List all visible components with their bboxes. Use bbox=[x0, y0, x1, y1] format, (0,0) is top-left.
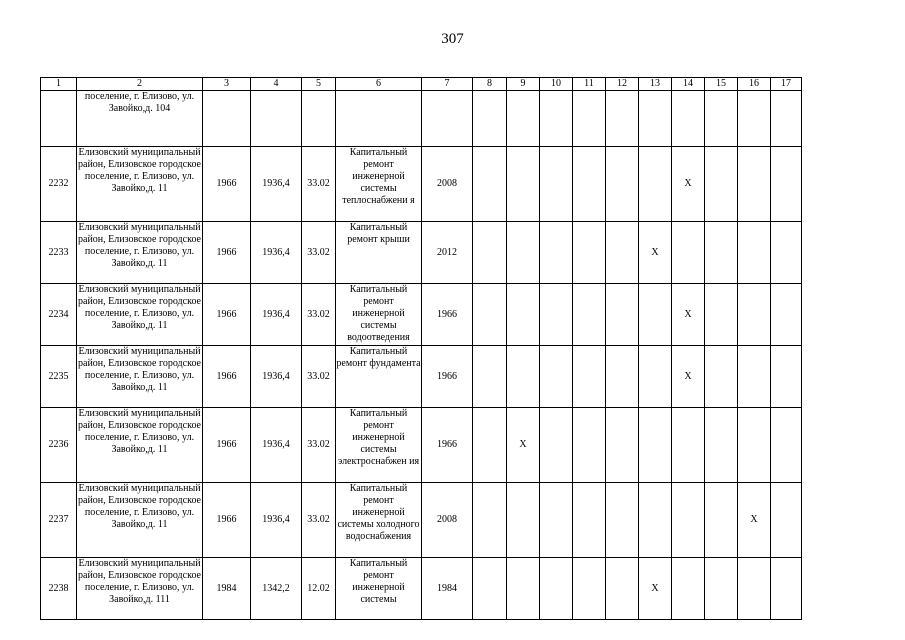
row-number bbox=[41, 91, 77, 147]
table-row bbox=[41, 346, 802, 408]
header-cell: 16 bbox=[738, 78, 771, 91]
row-number: 2236 bbox=[41, 408, 77, 483]
period-col-10-cell bbox=[540, 558, 573, 620]
period-col-11-cell bbox=[573, 558, 606, 620]
header-cell: 13 bbox=[639, 78, 672, 91]
period-col-8-cell bbox=[473, 284, 507, 346]
row-number: 2237 bbox=[41, 483, 77, 558]
period-col-14-cell bbox=[672, 91, 705, 147]
period-col-9-cell bbox=[507, 284, 540, 346]
period-col-8-cell bbox=[473, 558, 507, 620]
table-row bbox=[41, 558, 802, 620]
period-col-15-cell bbox=[705, 346, 738, 408]
period-col-12-cell bbox=[606, 147, 639, 222]
area-cell: 1936,4 bbox=[251, 408, 302, 483]
period-col-17-cell bbox=[771, 284, 802, 346]
work-type-cell: Капитальный ремонт инженерной системы холодного водоснабжения bbox=[336, 483, 422, 558]
period-col-13-cell bbox=[639, 147, 672, 222]
construction-year-cell: 1966 bbox=[203, 483, 251, 558]
period-col-15-cell bbox=[705, 91, 738, 147]
period-col-15-cell bbox=[705, 483, 738, 558]
period-col-11-cell bbox=[573, 408, 606, 483]
period-col-8-cell bbox=[473, 222, 507, 284]
period-col-10-cell bbox=[540, 483, 573, 558]
period-col-13-cell bbox=[639, 408, 672, 483]
period-col-14-cell bbox=[672, 558, 705, 620]
header-cell: 3 bbox=[203, 78, 251, 91]
period-col-17-cell bbox=[771, 558, 802, 620]
period-col-8-cell bbox=[473, 408, 507, 483]
period-col-8-cell bbox=[473, 147, 507, 222]
address-cell: Елизовский муниципальный район, Елизовское городское поселение, г. Елизово, ул. Завойко,д. 11 bbox=[77, 222, 203, 284]
address-cell: Елизовский муниципальный район, Елизовское городское поселение, г. Елизово, ул. Завойко,д. 11 bbox=[77, 483, 203, 558]
period-col-11-cell bbox=[573, 483, 606, 558]
period-col-16-cell bbox=[738, 346, 771, 408]
period-col-17-cell bbox=[771, 222, 802, 284]
period-col-13-cell bbox=[639, 483, 672, 558]
area-cell bbox=[251, 91, 302, 147]
period-col-9-cell bbox=[507, 147, 540, 222]
area-cell: 1936,4 bbox=[251, 222, 302, 284]
header-cell: 12 bbox=[606, 78, 639, 91]
repair-schedule-table bbox=[40, 77, 802, 620]
period-col-15-cell bbox=[705, 558, 738, 620]
address-cell: поселение, г. Елизово, ул. Завойко,д. 104 bbox=[77, 91, 203, 147]
period-col-16-cell bbox=[738, 91, 771, 147]
row-number: 2232 bbox=[41, 147, 77, 222]
header-cell: 2 bbox=[77, 78, 203, 91]
mark-cell: X bbox=[672, 147, 705, 222]
header-cell: 4 bbox=[251, 78, 302, 91]
work-type-cell: Капитальный ремонт инженерной системы bbox=[336, 558, 422, 620]
area-cell: 1936,4 bbox=[251, 483, 302, 558]
period-col-12-cell bbox=[606, 222, 639, 284]
year-cell: 2008 bbox=[422, 483, 473, 558]
row-number: 2233 bbox=[41, 222, 77, 284]
period-col-9-cell bbox=[507, 558, 540, 620]
code-cell: 33.02 bbox=[302, 284, 336, 346]
period-col-17-cell bbox=[771, 91, 802, 147]
year-cell bbox=[422, 91, 473, 147]
period-col-16-cell bbox=[738, 222, 771, 284]
period-col-9-cell bbox=[507, 483, 540, 558]
mark-cell: X bbox=[672, 346, 705, 408]
period-col-15-cell bbox=[705, 408, 738, 483]
row-number: 2235 bbox=[41, 346, 77, 408]
period-col-10-cell bbox=[540, 346, 573, 408]
period-col-16-cell bbox=[738, 558, 771, 620]
header-cell: 17 bbox=[771, 78, 802, 91]
address-cell: Елизовский муниципальный район, Елизовское городское поселение, г. Елизово, ул. Завойко,д. 11 bbox=[77, 284, 203, 346]
period-col-14-cell bbox=[672, 408, 705, 483]
work-type-cell: Капитальный ремонт инженерной системы электроснабжен ия bbox=[336, 408, 422, 483]
period-col-15-cell bbox=[705, 284, 738, 346]
header-cell: 8 bbox=[473, 78, 507, 91]
address-cell: Елизовский муниципальный район, Елизовское городское поселение, г. Елизово, ул. Завойко,д. 11 bbox=[77, 147, 203, 222]
construction-year-cell bbox=[203, 91, 251, 147]
mark-cell: X bbox=[507, 408, 540, 483]
address-cell: Елизовский муниципальный район, Елизовское городское поселение, г. Елизово, ул. Завойко,д. 11 bbox=[77, 346, 203, 408]
area-cell: 1936,4 bbox=[251, 346, 302, 408]
period-col-8-cell bbox=[473, 346, 507, 408]
period-col-10-cell bbox=[540, 408, 573, 483]
period-col-15-cell bbox=[705, 147, 738, 222]
mark-cell: X bbox=[672, 284, 705, 346]
period-col-12-cell bbox=[606, 91, 639, 147]
header-row bbox=[41, 78, 802, 91]
period-col-13-cell bbox=[639, 91, 672, 147]
period-col-17-cell bbox=[771, 147, 802, 222]
mark-cell: X bbox=[639, 222, 672, 284]
year-cell: 1966 bbox=[422, 408, 473, 483]
year-cell: 1966 bbox=[422, 346, 473, 408]
mark-cell: X bbox=[639, 558, 672, 620]
period-col-17-cell bbox=[771, 483, 802, 558]
header-cell: 1 bbox=[41, 78, 77, 91]
page-number: 307 bbox=[441, 31, 464, 47]
period-col-15-cell bbox=[705, 222, 738, 284]
period-col-16-cell bbox=[738, 408, 771, 483]
period-col-9-cell bbox=[507, 91, 540, 147]
period-col-17-cell bbox=[771, 408, 802, 483]
year-cell: 2008 bbox=[422, 147, 473, 222]
work-type-cell: Капитальный ремонт инженерной системы водоотведения bbox=[336, 284, 422, 346]
period-col-12-cell bbox=[606, 408, 639, 483]
code-cell bbox=[302, 91, 336, 147]
period-col-13-cell bbox=[639, 346, 672, 408]
header-cell: 11 bbox=[573, 78, 606, 91]
period-col-12-cell bbox=[606, 483, 639, 558]
area-cell: 1936,4 bbox=[251, 147, 302, 222]
period-col-16-cell bbox=[738, 147, 771, 222]
header-cell: 10 bbox=[540, 78, 573, 91]
year-cell: 1984 bbox=[422, 558, 473, 620]
period-col-12-cell bbox=[606, 346, 639, 408]
period-col-13-cell bbox=[639, 284, 672, 346]
year-cell: 1966 bbox=[422, 284, 473, 346]
year-cell: 2012 bbox=[422, 222, 473, 284]
code-cell: 33.02 bbox=[302, 222, 336, 284]
period-col-16-cell bbox=[738, 284, 771, 346]
header-cell: 7 bbox=[422, 78, 473, 91]
code-cell: 33.02 bbox=[302, 147, 336, 222]
period-col-11-cell bbox=[573, 284, 606, 346]
period-col-9-cell bbox=[507, 346, 540, 408]
period-col-10-cell bbox=[540, 222, 573, 284]
period-col-8-cell bbox=[473, 483, 507, 558]
construction-year-cell: 1966 bbox=[203, 346, 251, 408]
period-col-10-cell bbox=[540, 91, 573, 147]
mark-cell: X bbox=[738, 483, 771, 558]
construction-year-cell: 1966 bbox=[203, 147, 251, 222]
construction-year-cell: 1966 bbox=[203, 408, 251, 483]
period-col-11-cell bbox=[573, 91, 606, 147]
header-cell: 5 bbox=[302, 78, 336, 91]
header-cell: 6 bbox=[336, 78, 422, 91]
code-cell: 33.02 bbox=[302, 408, 336, 483]
work-type-cell: Капитальный ремонт инженерной системы теплоснабжени я bbox=[336, 147, 422, 222]
construction-year-cell: 1984 bbox=[203, 558, 251, 620]
code-cell: 12.02 bbox=[302, 558, 336, 620]
table-body bbox=[41, 78, 802, 620]
period-col-14-cell bbox=[672, 483, 705, 558]
construction-year-cell: 1966 bbox=[203, 284, 251, 346]
header-cell: 15 bbox=[705, 78, 738, 91]
address-cell: Елизовский муниципальный район, Елизовское городское поселение, г. Елизово, ул. Завойко,д. 111 bbox=[77, 558, 203, 620]
address-cell: Елизовский муниципальный район, Елизовское городское поселение, г. Елизово, ул. Завойко,д. 11 bbox=[77, 408, 203, 483]
table-row bbox=[41, 284, 802, 346]
table-row bbox=[41, 222, 802, 284]
area-cell: 1936,4 bbox=[251, 284, 302, 346]
work-type-cell bbox=[336, 91, 422, 147]
construction-year-cell: 1966 bbox=[203, 222, 251, 284]
period-col-10-cell bbox=[540, 147, 573, 222]
table-row bbox=[41, 91, 802, 147]
code-cell: 33.02 bbox=[302, 346, 336, 408]
header-cell: 14 bbox=[672, 78, 705, 91]
code-cell: 33.02 bbox=[302, 483, 336, 558]
table-row bbox=[41, 483, 802, 558]
header-cell: 9 bbox=[507, 78, 540, 91]
period-col-14-cell bbox=[672, 222, 705, 284]
period-col-11-cell bbox=[573, 346, 606, 408]
period-col-11-cell bbox=[573, 147, 606, 222]
period-col-10-cell bbox=[540, 284, 573, 346]
table-row bbox=[41, 147, 802, 222]
work-type-cell: Капитальный ремонт фундамента bbox=[336, 346, 422, 408]
row-number: 2234 bbox=[41, 284, 77, 346]
period-col-8-cell bbox=[473, 91, 507, 147]
period-col-11-cell bbox=[573, 222, 606, 284]
period-col-9-cell bbox=[507, 222, 540, 284]
area-cell: 1342,2 bbox=[251, 558, 302, 620]
period-col-12-cell bbox=[606, 284, 639, 346]
row-number: 2238 bbox=[41, 558, 77, 620]
table-row bbox=[41, 408, 802, 483]
period-col-12-cell bbox=[606, 558, 639, 620]
period-col-17-cell bbox=[771, 346, 802, 408]
work-type-cell: Капитальный ремонт крыши bbox=[336, 222, 422, 284]
